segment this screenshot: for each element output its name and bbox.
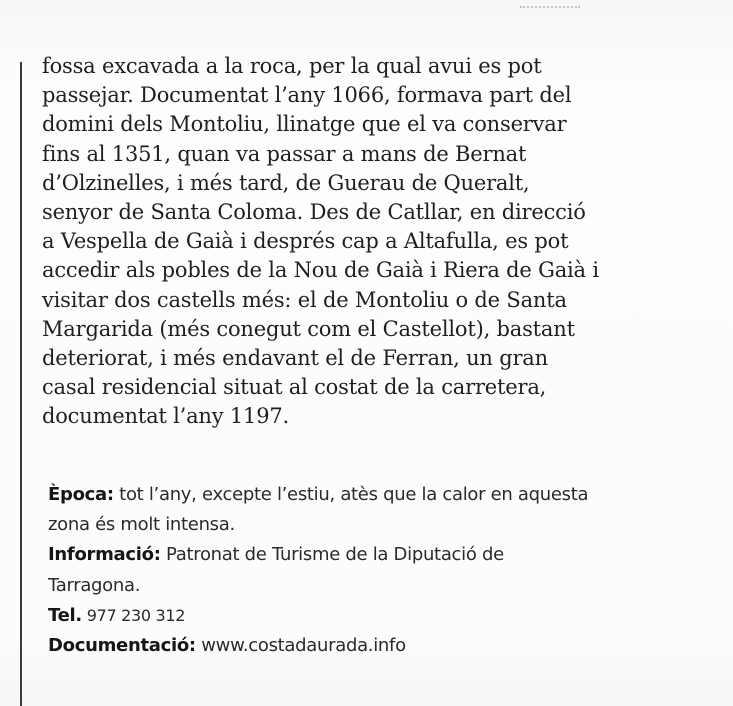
documentacio-label: Documentació: — [48, 635, 196, 657]
body-line: senyor de Santa Coloma. Des de Catllar, en direcció — [42, 200, 586, 225]
informacio-line — [48, 540, 698, 570]
body-line: visitar dos castells més: el de Montoliu o de Santa — [42, 287, 567, 312]
body-line: casal residencial situat al costat de la carretera, — [42, 375, 547, 400]
body-line: accedir als pobles de la Nou de Gaià i Riera de Gaià i — [42, 258, 599, 283]
informacio-label: Informació: — [48, 544, 161, 566]
practical-info — [48, 480, 698, 661]
epoca-line-cont: zona és molt intensa. — [48, 514, 235, 536]
body-line: passejar. Documentat l’any 1066, formava part del — [42, 83, 572, 108]
epoca-line — [48, 480, 698, 510]
article-body — [42, 52, 682, 432]
column-rule — [20, 62, 22, 706]
tel-label: Tel. — [48, 604, 82, 626]
body-line: a Vespella de Gaià i després cap a Altafulla, es pot — [42, 229, 569, 254]
body-line: documentat l’any 1197. — [42, 404, 290, 429]
documentacio-line — [48, 631, 698, 661]
informacio-line-cont: Tarragona. — [48, 574, 141, 596]
body-line: fins al 1351, quan va passar a mans de Bernat — [42, 141, 527, 166]
top-edge-marks — [520, 0, 580, 8]
epoca-text: tot l’any, excepte l’estiu, atès que la calor en aquesta — [113, 484, 589, 505]
tel-line — [48, 601, 698, 631]
body-line: Margarida (més conegut com el Castellot), bastant — [42, 316, 575, 341]
body-line: deteriorat, i més endavant el de Ferran, un gran — [42, 346, 548, 371]
body-line: domini dels Montoliu, llinatge que el va conservar — [42, 112, 567, 137]
epoca-label: Època: — [48, 484, 114, 505]
body-line: d’Olzinelles, i més tard, de Guerau de Queralt, — [42, 170, 530, 195]
body-line: fossa excavada a la roca, per la qual avui es pot — [42, 54, 542, 78]
tel-value: 977 230 312 — [81, 605, 186, 625]
informacio-text: Patronat de Turisme de la Diputació de — [160, 544, 504, 566]
documentacio-link: www.costadaurada.info — [195, 635, 406, 657]
